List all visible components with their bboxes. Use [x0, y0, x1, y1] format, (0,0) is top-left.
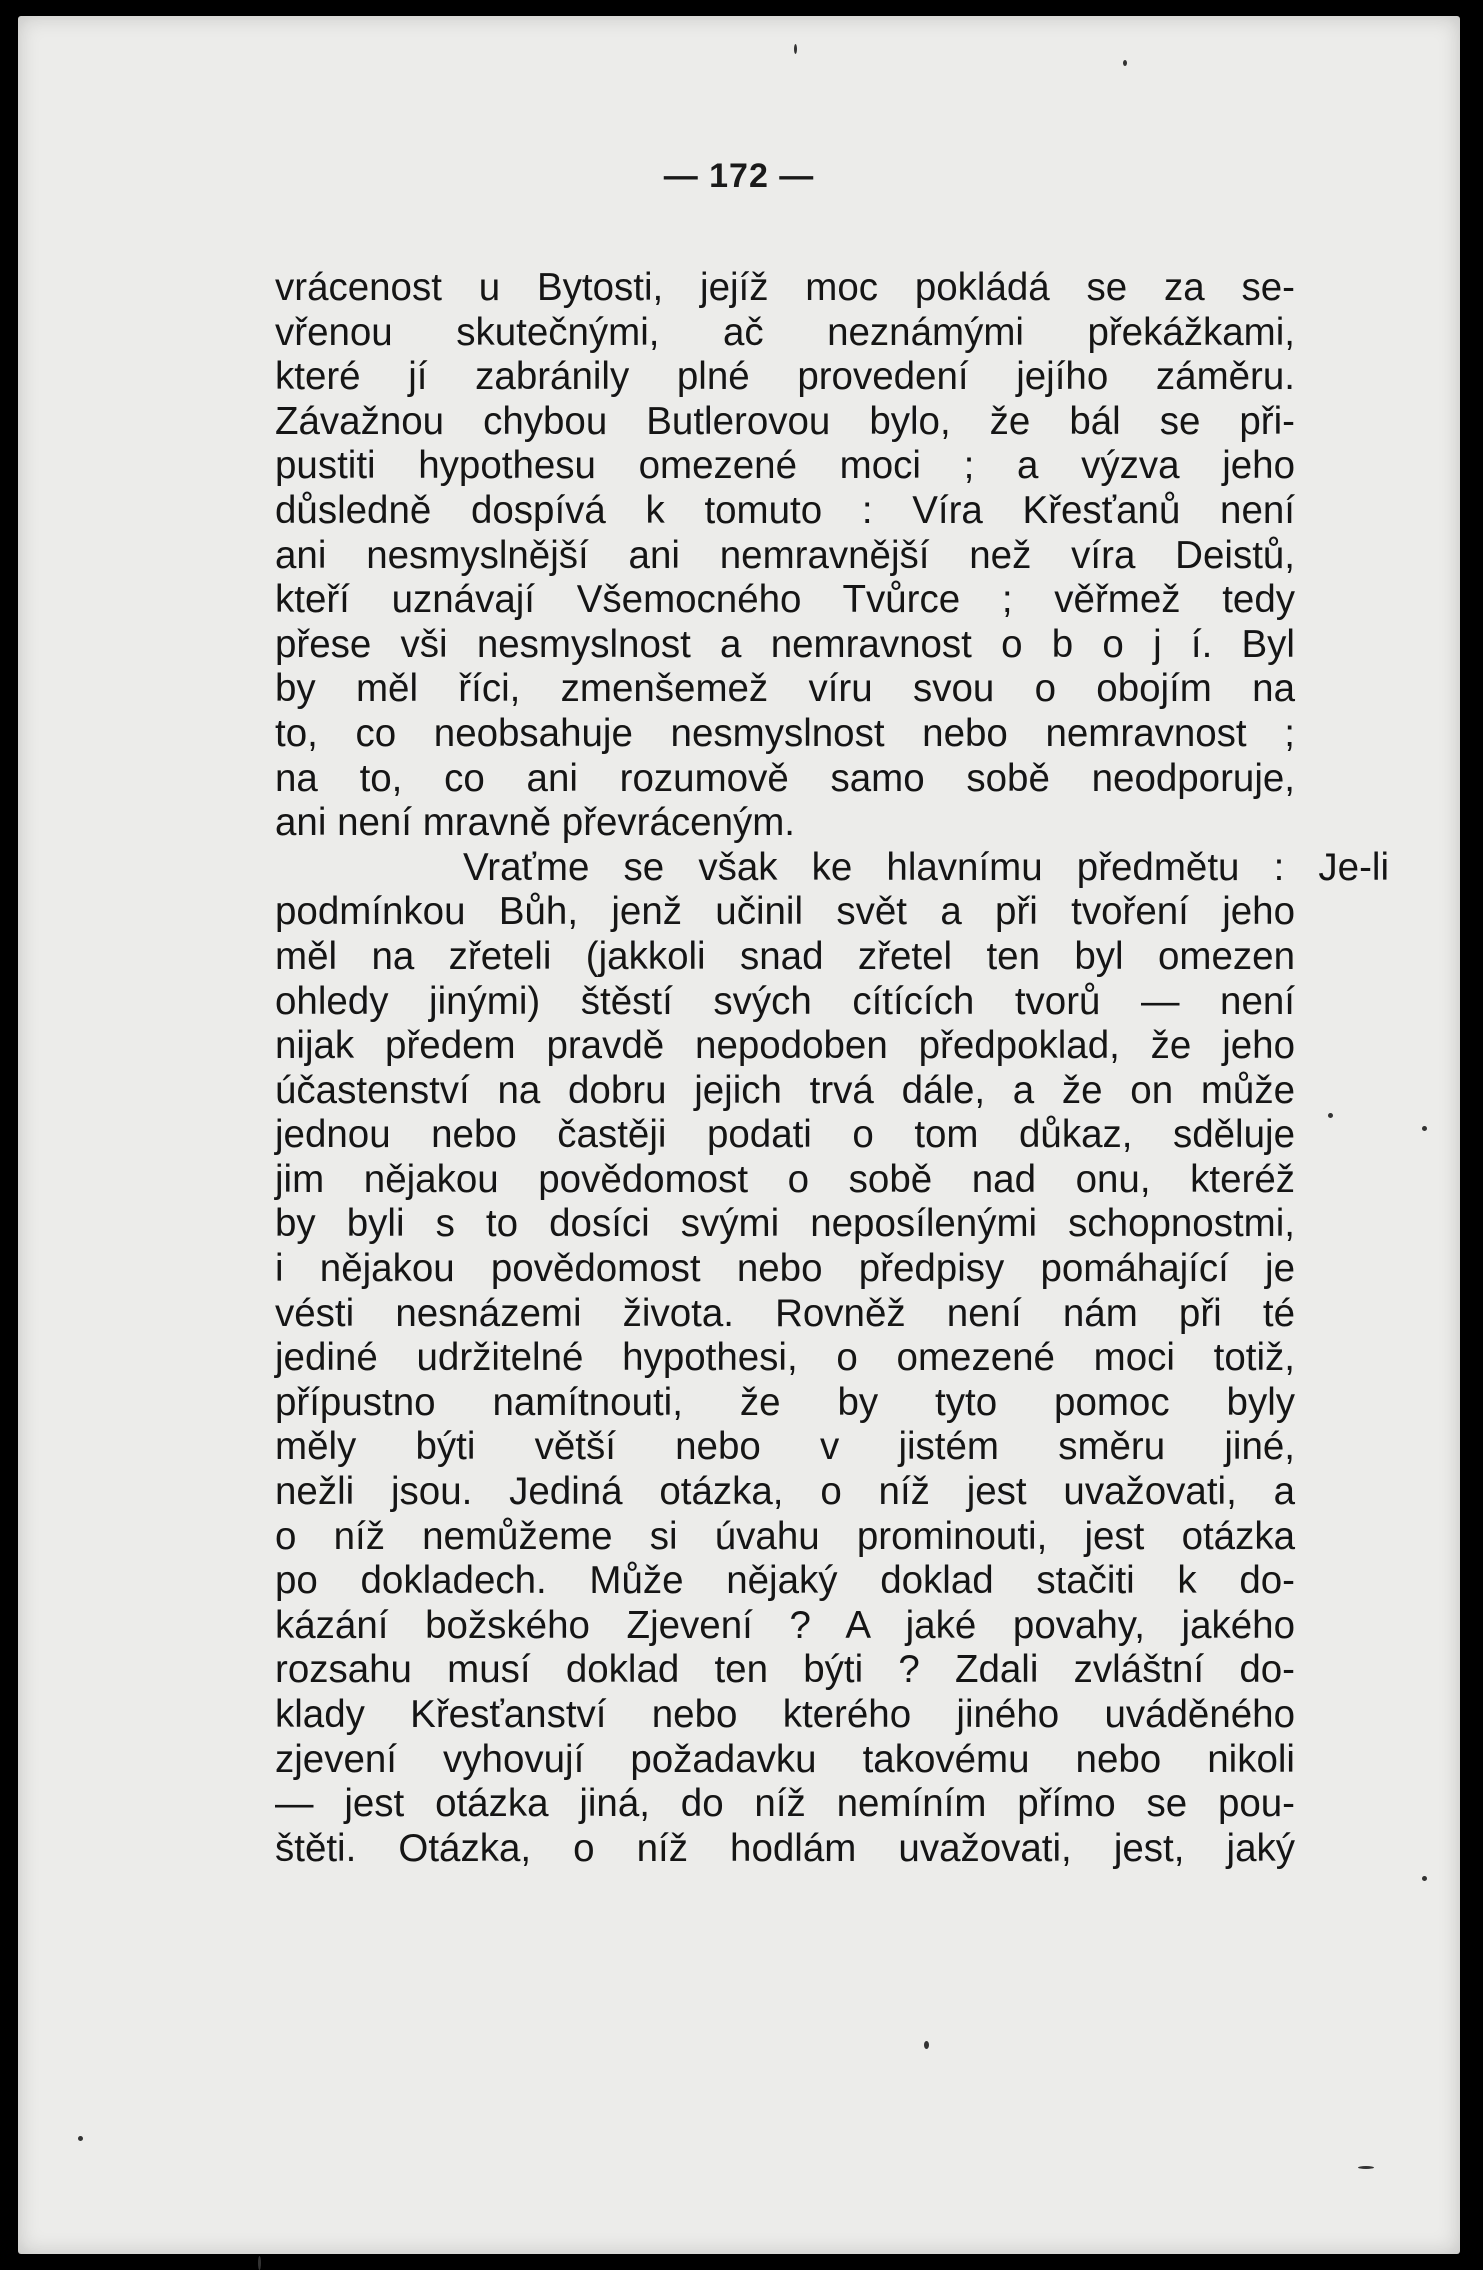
text-line: podmínkou Bůh, jenž učinil svět a při tvoření jeho [275, 890, 1295, 934]
book-page [18, 16, 1460, 2254]
text-line: kteří uznávají Všemocného Tvůrce ; věřmež tedy [275, 578, 1295, 622]
text-line: nijak předem pravdě nepodoben předpoklad, že jeho [275, 1024, 1295, 1068]
text-line: nežli jsou. Jediná otázka, o níž jest uvažovati, a [275, 1470, 1295, 1514]
text-line: rozsahu musí doklad ten býti ? Zdali zvláštní do- [275, 1648, 1295, 1692]
scan-speck [924, 2041, 929, 2049]
text-line: — jest otázka jiná, do níž nemíním přímo se pou- [275, 1782, 1295, 1826]
text-line: štěti. Otázka, o níž hodlám uvažovati, jest, jaký [275, 1826, 1295, 1870]
scan-speck [1422, 1126, 1427, 1131]
text-line: přípustno namítnouti, že by tyto pomoc byly [275, 1380, 1295, 1424]
text-line: ani není mravně převráceným. [275, 801, 795, 845]
text-line: jediné udržitelné hypothesi, o omezené moci totiž, [275, 1336, 1295, 1380]
text-line: vrácenost u Bytosti, jejíž moc pokládá se za se- [275, 266, 1295, 309]
scan-speck [1328, 1113, 1333, 1118]
text-line: přese vši nesmyslnost a nemravnost o b o j í. Byl [275, 622, 1295, 666]
text-line: měly býti větší nebo v jistém směru jiné, [275, 1425, 1295, 1469]
text-line: klady Křesťanství nebo kterého jiného uváděného [275, 1693, 1295, 1736]
text-line: ohledy jinými) štěstí svých cítících tvorů — není [275, 979, 1295, 1023]
text-line: účastenství na dobru jejich trvá dále, a že on může [275, 1068, 1295, 1112]
text-line: po dokladech. Může nějaký doklad stačiti k do- [275, 1559, 1295, 1603]
text-line: i nějakou povědomost nebo předpisy pomáhající je [275, 1247, 1295, 1291]
text-line: které jí zabránily plné provedení jejího záměru. [275, 355, 1295, 399]
text-line: Vraťme se však ke hlavnímu předmětu : Je-li [463, 845, 1389, 889]
text-line: Závažnou chybou Butlerovou bylo, že bál se při- [275, 399, 1295, 443]
text-line: to, co neobsahuje nesmyslnost nebo nemravnost ; [275, 711, 1295, 755]
text-line: důsledně dospívá k tomuto : Víra Křesťanů není [275, 488, 1295, 532]
body-text [275, 266, 1389, 1871]
scan-speck [794, 44, 797, 54]
scan-speck [258, 2256, 261, 2270]
text-line: by měl říci, zmenšemež víru svou o obojím na [275, 667, 1295, 711]
text-line: o níž nemůžeme si úvahu prominouti, jest otázka [275, 1514, 1295, 1558]
text-line: vřenou skutečnými, ač neznámými překážkami, [275, 310, 1295, 354]
scan-speck [1358, 2166, 1374, 2169]
page-number: — 172 — [663, 157, 815, 195]
text-line: vésti nesnázemi života. Rovněž není nám při té [275, 1291, 1295, 1335]
scan-speck [1422, 1876, 1427, 1881]
text-line: pustiti hypothesu omezené moci ; a výzva jeho [275, 444, 1295, 488]
text-line: zjevení vyhovují požadavku takovému nebo nikoli [275, 1737, 1295, 1781]
scan-speck [78, 2136, 83, 2141]
text-line: kázání božského Zjevení ? A jaké povahy, jakého [275, 1603, 1295, 1647]
scan-speck [1123, 60, 1127, 66]
text-line: ani nesmyslnější ani nemravnější než víra Deistů, [275, 533, 1295, 577]
text-line: jednou nebo častěji podati o tom důkaz, sděluje [275, 1113, 1295, 1157]
text-line: jim nějakou povědomost o sobě nad onu, kteréž [275, 1157, 1295, 1201]
text-line: měl na zřeteli (jakkoli snad zřetel ten byl omezen [275, 934, 1295, 978]
text-line: by byli s to dosíci svými neposílenými schopnostmi, [275, 1202, 1295, 1246]
text-line: na to, co ani rozumově samo sobě neodporuje, [275, 756, 1295, 800]
